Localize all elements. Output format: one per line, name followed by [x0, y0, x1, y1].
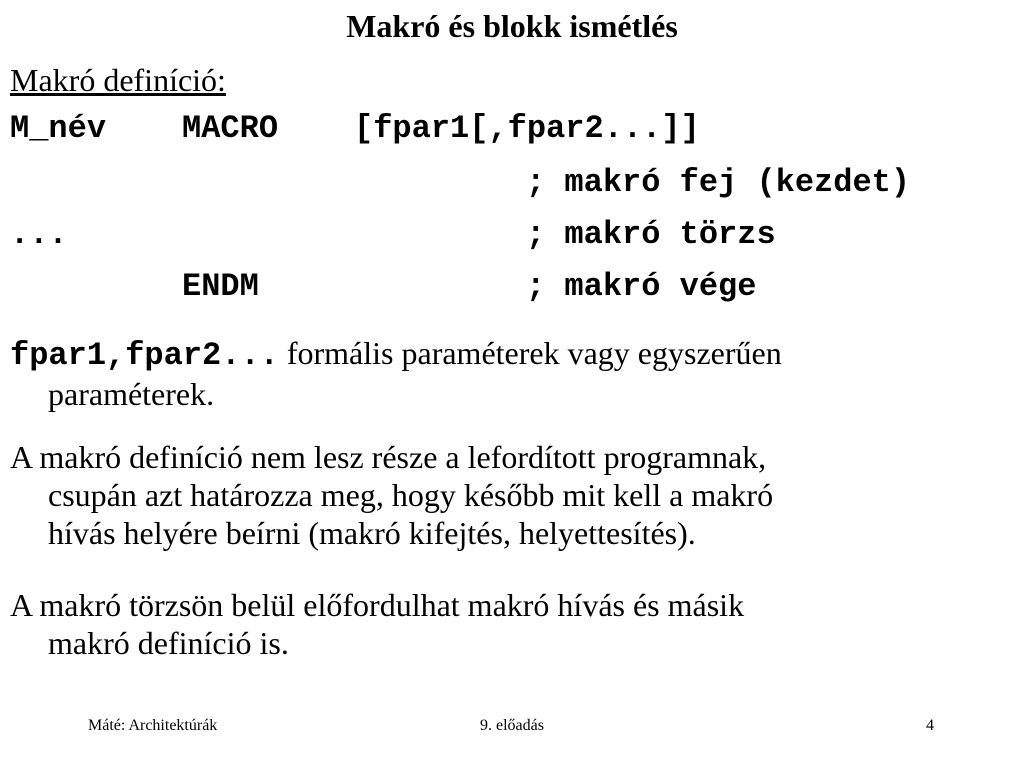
definition-line-3: hívás helyére beírni (makró kifejtés, helyettesítés).: [48, 515, 696, 551]
endm-comment: ; makró vége: [526, 268, 757, 305]
definition-line-1: A makró definíció nem lesz része a lefordított programnak,: [10, 439, 767, 475]
params-text-2: paraméterek.: [48, 376, 215, 412]
head-comment: ; makró fej (kezdet): [526, 164, 911, 201]
section-heading: Makró definíció:: [10, 62, 226, 98]
body-ellipsis: ...: [10, 216, 68, 253]
params-term: fpar1,fpar2...: [10, 337, 279, 374]
body-comment: ; makró törzs: [526, 216, 776, 253]
definition-line-2: csupán azt határozza meg, hogy később mit kell a makró: [48, 477, 774, 513]
params-text-1: formális paraméterek vagy egyszerűen: [278, 335, 782, 371]
paragraph-formal-params: [10, 334, 1000, 413]
slide-title: Makró és blokk ismétlés: [346, 8, 678, 44]
footer-author: Máté: Architektúrák: [88, 717, 218, 734]
nested-line-1: A makró törzsön belül előfordulhat makró hívás és másik: [10, 587, 745, 623]
paragraph-definition: [10, 438, 1000, 552]
nested-line-2: makró definíció is.: [48, 625, 289, 661]
macro-name: M_név: [10, 110, 107, 147]
footer-lecture: 9. előadás: [480, 717, 544, 734]
macro-directive: MACRO: [182, 110, 279, 147]
endm-directive: ENDM: [182, 268, 259, 305]
footer-page-number: 4: [926, 717, 934, 734]
macro-params: [fpar1[,fpar2...]]: [354, 110, 700, 147]
paragraph-nested: [10, 586, 1000, 662]
